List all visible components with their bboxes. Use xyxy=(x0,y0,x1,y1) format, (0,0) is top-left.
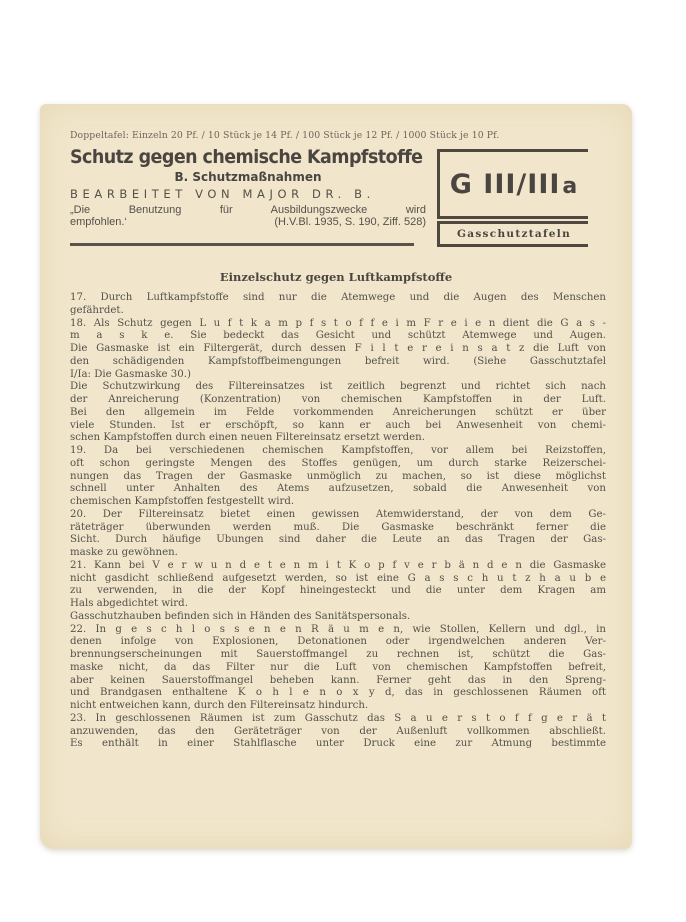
recommendation-quote xyxy=(70,204,426,228)
text-line: I/Ia: Die Gasmaske 30.) xyxy=(70,368,191,380)
quote-line-2-left: empfohlen.‘ xyxy=(70,216,127,228)
text-line: zu verwenden, in die der Kopf hineingesteckt und die unter dem Kragen am xyxy=(70,585,606,597)
text-line: oft schon geringste Mengen des Stoffes genügen, um durch starke Reizerschei- xyxy=(70,457,606,469)
text-line: 20. Der Filtereinsatz bietet einen gewissen Atemwiderstand, der von dem Ge- xyxy=(70,508,606,520)
text-line: schen Kampfstoffen durch einen neuen Filtereinsatz ersetzt werden. xyxy=(70,432,425,444)
header-block xyxy=(70,146,426,228)
chart-code-box xyxy=(437,149,588,219)
document-card xyxy=(40,104,632,849)
text-line: nicht gasdicht schließend aufgesetzt werden, so ist eine G a s s c h u t z h a u b e xyxy=(70,572,606,584)
text-line: chemischen Kampfstoffen festgestellt wird. xyxy=(70,496,295,507)
quote-line-2 xyxy=(70,216,426,228)
text-line: Bei den allgemein im Felde vorkommenden Anreicherungen schützt er über xyxy=(70,406,606,418)
text-line: räteträger überwunden werden muß. Die Gasmaske beschränkt ferner die xyxy=(70,521,606,533)
text-line: Sicht. Durch häufige Übungen sind daher die Leute an das Tragen der Gas- xyxy=(70,534,606,546)
text-line: den schädigenden Kampfstoffbeimengungen befreit wird. (Siehe Gasschutztafel xyxy=(70,355,606,367)
text-line: 17. Durch Luftkampfstoffe sind nur die Atemwege und die Augen des Menschen xyxy=(70,292,606,303)
text-line: und Brandgasen enthaltene K o h l e n o x y d, das in geschlossenen Räumen oft xyxy=(70,687,606,699)
chart-code-suffix: a xyxy=(562,173,579,199)
text-line: m a s k e. Sie bedeckt das Gesicht und schützt Atemwege und Augen. xyxy=(70,330,606,342)
body-text xyxy=(70,292,606,751)
text-line: Es enthält in einer Stahlflasche unter Druck eine zur Atmung bestimmte xyxy=(70,738,606,750)
header-rule xyxy=(70,243,414,246)
text-line: der Anreicherung (Konzentration) von chemischen Kampfstoffen in der Luft. xyxy=(70,394,606,405)
chart-code-main: G III/III xyxy=(449,168,561,200)
author-line: BEARBEITET VON MAJOR DR. B. xyxy=(70,187,375,201)
quote-citation: (H.V.Bl. 1935, S. 190, Ziff. 528) xyxy=(274,216,426,228)
text-line: nicht entweichen kann, durch den Filtereinsatz hindurch. xyxy=(70,700,369,711)
series-label: Gasschutztafeln xyxy=(456,228,572,240)
series-box xyxy=(437,221,588,247)
text-line: maske nicht, da das Filter nur die Luft von chemischen Kampfstoffen befreit, xyxy=(70,661,606,673)
price-line: Doppeltafel: Einzeln 20 Pf. / 10 Stück je 14 Pf. / 100 Stück je 12 Pf. / 1000 Stück je 10 Pf. xyxy=(70,130,500,141)
text-line: nungen das Tragen der Gasmaske unmöglich zu machen, so ist diese möglichst xyxy=(70,470,606,482)
text-line: 19. Da bei verschiedenen chemischen Kampfstoffen, vor allem bei Reizstoffen, xyxy=(70,445,606,456)
text-line: schnell unter Anhalten des Atems aufzusetzen, sobald die Anwesenheit von xyxy=(70,483,606,495)
text-line: Die Gasmaske ist ein Filtergerät, durch dessen F i l t e r e i n s a t z die Luft von xyxy=(70,343,606,354)
text-line: 23. In geschlossenen Räumen ist zum Gasschutz das S a u e r s t o f f g e r ä t xyxy=(70,712,606,724)
text-line: 22. In g e s c h l o s s e n e n R ä u m e n, wie Stollen, Kellern und dgl., in xyxy=(70,623,606,635)
text-line: Gasschutzhauben befinden sich in Händen des Sanitätspersonals. xyxy=(70,610,411,622)
text-line: 21. Kann bei V e r w u n d e t e n m i t K o p f v e r b ä n d e n die Gasmaske xyxy=(70,559,606,571)
text-line: aber keinen Sauerstoffmangel beheben kann. Ferner geht das in den Spreng- xyxy=(70,674,606,686)
text-line: 18. Als Schutz gegen L u f t k a m p f s t o f f e i m F r e i e n dient die G a s - xyxy=(70,317,606,329)
text-line: Die Schutzwirkung des Filtereinsatzes ist zeitlich begrenzt und richtet sich nach xyxy=(70,381,606,393)
quote-line-1: „Die Benutzung für Ausbildungszwecke wird xyxy=(70,204,426,216)
text-line: maske zu gewöhnen. xyxy=(70,547,178,558)
text-line: anzuwenden, das den Geräteträger von der Außenluft vollkommen abschließt. xyxy=(70,725,606,737)
document-subtitle: B. Schutzmaßnahmen xyxy=(174,170,322,184)
text-line: Hals abgedichtet wird. xyxy=(70,598,188,609)
section-title: Einzelschutz gegen Luftkampfstoffe xyxy=(219,270,453,284)
text-line: gefährdet. xyxy=(70,304,124,316)
text-line: viele Stunden. Ist er erschöpft, so kann er auch bei Anwesenheit von chemi- xyxy=(70,419,606,431)
document-title: Schutz gegen chemische Kampfstoffe xyxy=(70,146,423,168)
text-line: denen infolge von Explosionen, Detonationen oder irgendwelchen anderen Ver- xyxy=(70,636,606,648)
text-line: brennungserscheinungen mit Sauerstoffmangel zu rechnen ist, schützt die Gas- xyxy=(70,649,606,660)
chart-code xyxy=(450,169,579,200)
